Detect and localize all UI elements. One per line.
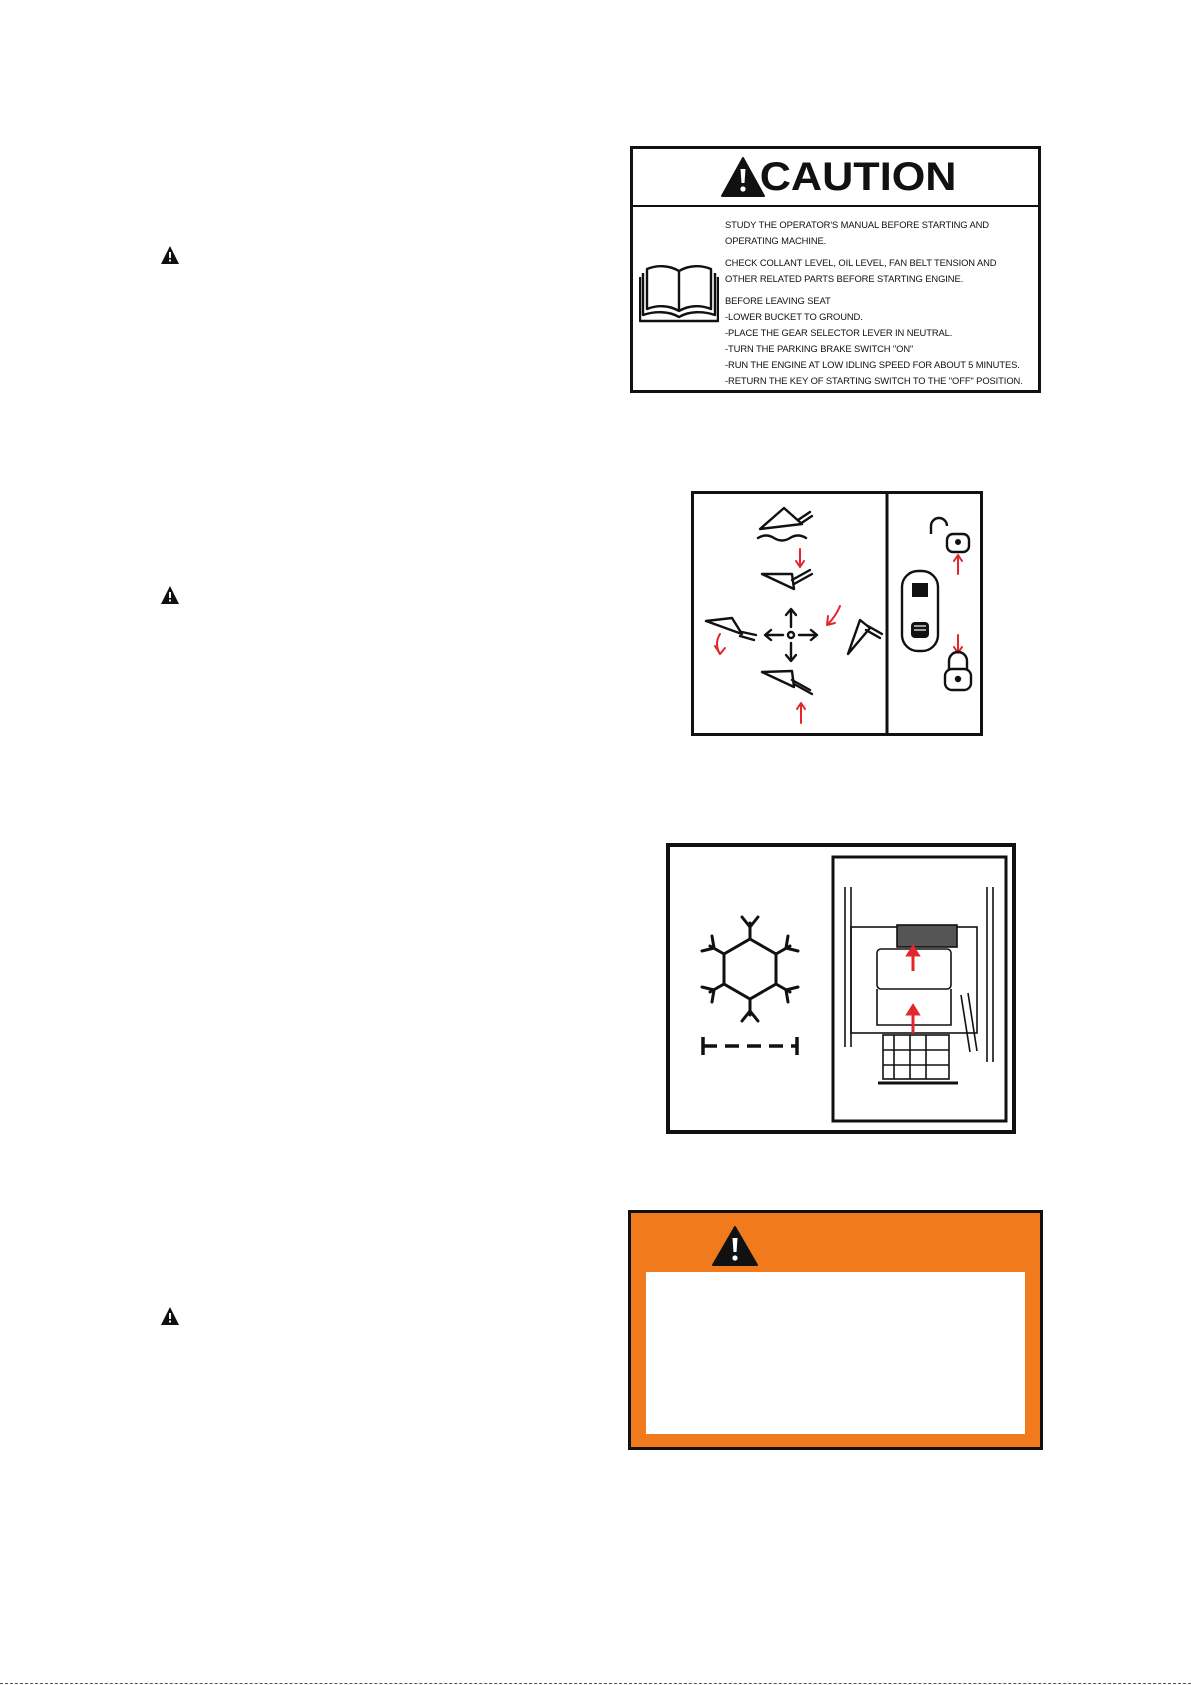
bucket-float-icon [758, 508, 812, 541]
caution-line: OPERATING MACHINE. [725, 235, 827, 246]
orange-label-body [646, 1272, 1025, 1434]
caution-instructions [725, 217, 1037, 389]
caution-line: STUDY THE OPERATOR'S MANUAL BEFORE STARTING AND [725, 219, 989, 230]
coolant-label [666, 843, 1016, 1134]
caution-line: -LOWER BUCKET TO GROUND. [725, 311, 863, 322]
distance-icon [703, 1037, 797, 1055]
joystick-cross-icon [765, 609, 817, 661]
bucket-dump-icon [706, 618, 756, 640]
snowflake-icon [702, 917, 798, 1021]
caution-line: -TURN THE PARKING BRAKE SWITCH "ON" [725, 343, 914, 354]
caution-line: -PLACE THE GEAR SELECTOR LEVER IN NEUTRAL. [725, 327, 953, 338]
lock-switch-icon [902, 571, 938, 651]
caution-line: BEFORE LEAVING SEAT [725, 295, 831, 306]
lever-control-label [691, 491, 983, 736]
warning-triangle-icon [711, 1225, 759, 1267]
caution-line: -RUN THE ENGINE AT LOW IDLING SPEED FOR ABOUT 5 MINUTES. [725, 359, 1020, 370]
warning-triangle-icon [160, 585, 180, 605]
warning-triangle-icon [160, 1306, 180, 1326]
orange-warning-label [628, 1210, 1043, 1450]
unlock-icon [931, 518, 969, 552]
caution-line: -RETURN THE KEY OF STARTING SWITCH TO THE "OFF" POSITION. [725, 375, 1023, 386]
radiator-filter-icon [845, 887, 993, 1083]
caution-header [633, 149, 1038, 207]
book-icon [639, 257, 719, 325]
bucket-raise-icon [762, 671, 812, 694]
caution-label [630, 146, 1041, 393]
bucket-lower-icon [762, 570, 812, 589]
lever-diagram [694, 494, 980, 733]
coolant-diagram [670, 847, 1012, 1130]
page-edge-rule [0, 1683, 1191, 1684]
bucket-curl-icon [848, 620, 882, 654]
caution-line: OTHER RELATED PARTS BEFORE STARTING ENGINE. [725, 273, 964, 284]
warning-triangle-icon [160, 245, 180, 265]
lock-icon [945, 652, 971, 690]
caution-line: CHECK COLLANT LEVEL, OIL LEVEL, FAN BELT TENSION AND [725, 257, 997, 268]
caution-heading: CAUTION [760, 155, 957, 199]
